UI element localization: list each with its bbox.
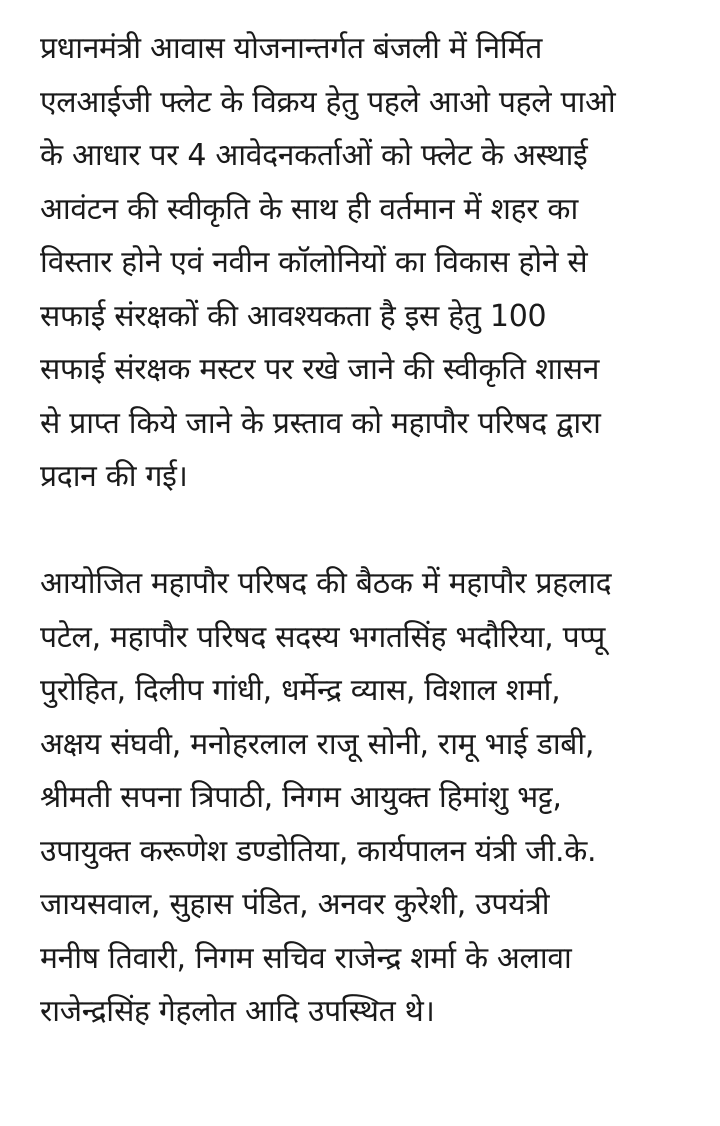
paragraph-spacer xyxy=(40,504,700,558)
paragraph-resolution xyxy=(40,22,700,504)
article-body xyxy=(40,22,700,1039)
text-line: से प्राप्त किये जाने के प्रस्ताव को महापौर परिषद द्वारा xyxy=(40,405,601,441)
text-line: एलआईजी फ्लेट के विक्रय हेतु पहले आओ पहले पाओ xyxy=(40,84,616,120)
text-line: सफाई संरक्षक मस्टर पर रखे जाने की स्वीकृति शासन xyxy=(40,352,600,387)
paragraph-attendees xyxy=(40,557,700,1039)
text-line: पटेल, महापौर परिषद सदस्य भगतसिंह भदौरिया, पप्पू xyxy=(40,619,606,655)
text-line: प्रधानमंत्री आवास योजनान्तर्गत बंजली में निर्मित xyxy=(40,31,543,66)
text-line: सफाई संरक्षकों की आवश्यकता है इस हेतु 100 xyxy=(40,298,547,334)
text-line: उपायुक्त करूणेश डण्डोतिया, कार्यपालन यंत्री जी.के. xyxy=(40,833,597,869)
text-line: विस्तार होने एवं नवीन कॉलोनियों का विकास होने से xyxy=(40,245,588,280)
text-line: जायसवाल, सुहास पंडित, अनवर कुरेशी, उपयंत्री xyxy=(40,887,550,922)
text-line: प्रदान की गई। xyxy=(40,459,188,494)
text-line: आवंटन की स्वीकृति के साथ ही वर्तमान में शहर का xyxy=(40,191,578,227)
text-line: श्रीमती सपना त्रिपाठी, निगम आयुक्त हिमांशु भट्ट, xyxy=(40,780,562,815)
text-line: के आधार पर 4 आवेदनकर्ताओं को फ्लेट के अस्थाई xyxy=(40,138,588,173)
text-line: पुरोहित, दिलीप गांधी, धर्मेन्द्र व्यास, विशाल शर्मा, xyxy=(40,673,561,708)
text-line: आयोजित महापौर परिषद की बैठक में महापौर प्रहलाद xyxy=(40,566,612,601)
text-line: मनीष तिवारी, निगम सचिव राजेन्द्र शर्मा के अलावा xyxy=(40,940,572,976)
text-line: राजेन्द्रसिंह गेहलोत आदि उपस्थित थे। xyxy=(40,994,435,1029)
text-line: अक्षय संघवी, मनोहरलाल राजू सोनी, रामू भाई डाबी, xyxy=(40,726,595,762)
